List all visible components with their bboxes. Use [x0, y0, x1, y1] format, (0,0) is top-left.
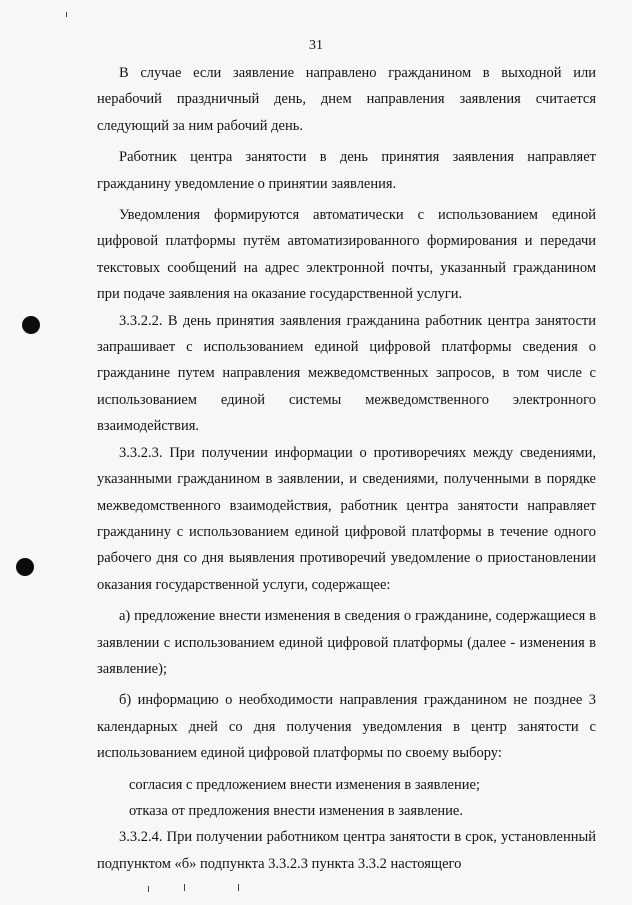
punch-hole-bottom — [16, 558, 34, 576]
paragraph-acceptance-notice: Работник центра занятости в день принятия заявления направляет гражданину уведомление о принятии заявления. — [97, 149, 596, 192]
scan-speck — [238, 884, 239, 891]
paragraph-consent-option: согласия с предложением внести изменения в заявление; — [129, 776, 480, 793]
paragraph-refusal-option: отказа от предложения внести изменения в заявление. — [129, 802, 463, 819]
page-number: 31 — [309, 38, 323, 53]
paragraph-item-b: б) информацию о необходимости направления гражданином не позднее 3 календарных дней со дня получения уведомления в центр занятости с использованием единой цифровой платформы по своему выбору: — [97, 692, 596, 762]
paragraph-3-3-2-4: 3.3.2.4. При получении работником центра занятости в срок, установленный подпунктом «б» подпункта 3.3.2.3 пункта 3.3.2 настоящего — [97, 829, 596, 872]
scan-speck — [184, 884, 185, 891]
document-body — [97, 60, 596, 877]
punch-hole-top — [22, 316, 40, 334]
paragraph-item-a: а) предложение внести изменения в сведения о гражданине, содержащиеся в заявлении с использованием единой цифровой платформы (далее - изменения в заявление); — [97, 608, 596, 677]
paragraph-automatic-notifications: Уведомления формируются автоматически с использованием единой цифровой платформы путём автоматизированного формирования и передачи текстовых сообщений на адрес электронной почты, указанный гражданином при подаче заявления на оказание государственной услуги. — [97, 207, 596, 303]
scan-speck — [66, 12, 67, 17]
paragraph-3-3-2-3: 3.3.2.3. При получении информации о противоречиях между сведениями, указанными гражданином в заявлении, и сведениями, полученными в порядке межведомственного взаимодействия, работник центра занятости направляет гражданину с использованием единой цифровой платформы в течение одного рабочего дня со дня выявления противоречий уведомление о приостановлении оказания государственной услуги, содержащее: — [97, 444, 596, 593]
paragraph-weekend-filing: В случае если заявление направлено гражданином в выходной или нерабочий праздничный день, днем направления заявления считается следующий за ним рабочий день. — [97, 65, 596, 134]
scan-speck — [148, 886, 149, 892]
paragraph-3-3-2-2: 3.3.2.2. В день принятия заявления гражданина работник центра занятости запрашивает с использованием единой цифровой платформы сведения о гражданине путем направления межведомственных запросов, в том числе с использованием единой системы межведомственного электронного взаимодействия. — [97, 312, 596, 435]
